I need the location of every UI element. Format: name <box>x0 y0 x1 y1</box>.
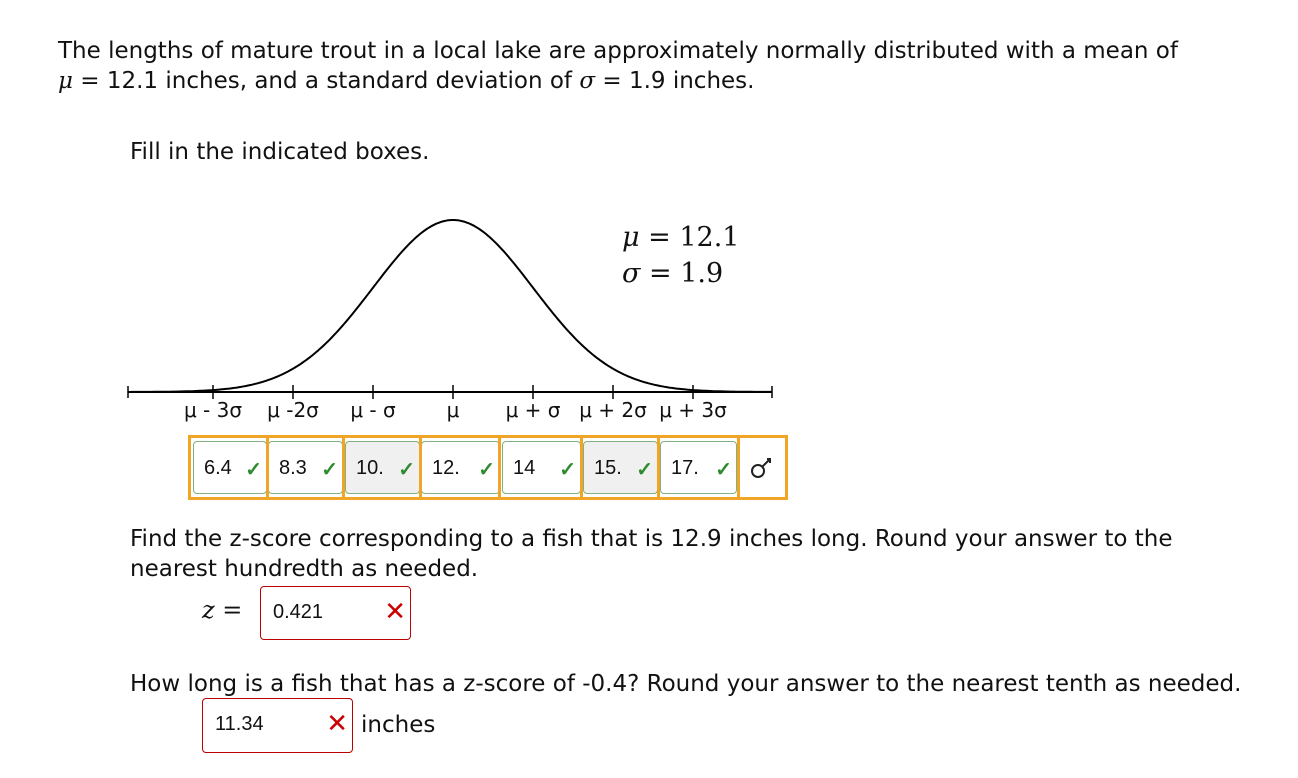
tick-label: μ + 3σ <box>659 398 727 422</box>
tick-label: μ + 2σ <box>579 398 647 422</box>
key-icon-glyph <box>749 455 775 481</box>
question2-text: How long is a fish that has a z-score of -0.4? Round your answer to the nearest tenth as needed. <box>130 671 1242 697</box>
question1-text-line2: nearest hundredth as needed. <box>130 556 479 582</box>
correct-check-icon: ✓ <box>321 459 338 481</box>
tick-label: μ - 3σ <box>183 398 243 422</box>
mu-symbol: μ <box>58 68 73 94</box>
tick-label: μ -2σ <box>267 398 319 422</box>
length-input[interactable] <box>202 698 353 753</box>
answer-box[interactable] <box>660 441 737 494</box>
box-separator <box>419 438 422 497</box>
box-separator <box>657 438 660 497</box>
problem-intro-line1: The lengths of mature trout in a local lake are approximately normally distributed with a mean of <box>58 38 1178 64</box>
answer-box[interactable] <box>583 441 658 494</box>
sigma-parameter-label <box>622 258 723 289</box>
z-score-input[interactable] <box>260 586 411 640</box>
mu-value-text: 12.1 inches, and a standard deviation of <box>106 68 580 94</box>
answer-box-value: 6.4 <box>204 457 232 479</box>
answer-box-value: 17. <box>671 457 699 479</box>
question1-text-line1: Find the z-score corresponding to a fish that is 12.9 inches long. Round your answer to the <box>130 526 1173 552</box>
mu-equals: = <box>72 68 107 94</box>
correct-check-icon: ✓ <box>398 459 415 481</box>
box-separator <box>580 438 583 497</box>
answer-box-value: 15. <box>594 457 622 479</box>
correct-check-icon: ✓ <box>245 459 262 481</box>
answer-box-value: 8.3 <box>279 457 307 479</box>
curve-sigma-value: = 1.9 <box>640 258 724 289</box>
answer-box[interactable] <box>268 441 343 494</box>
box-separator <box>737 438 740 497</box>
mu-parameter-label <box>622 222 739 253</box>
incorrect-x-icon: ✕ <box>326 709 348 739</box>
answer-box[interactable] <box>502 441 581 494</box>
inches-unit-label: inches <box>361 712 436 738</box>
correct-check-icon: ✓ <box>478 459 495 481</box>
answer-box[interactable] <box>345 441 420 494</box>
correct-check-icon: ✓ <box>715 459 732 481</box>
correct-check-icon: ✓ <box>636 459 653 481</box>
length-value: 11.34 <box>215 713 264 735</box>
sigma-equals: = <box>595 68 629 94</box>
box-separator <box>266 438 269 497</box>
incorrect-x-icon: ✕ <box>384 597 406 627</box>
answer-box[interactable] <box>421 441 500 494</box>
curve-sigma-symbol: σ <box>622 258 641 289</box>
box-separator <box>498 438 501 497</box>
correct-check-icon: ✓ <box>559 459 576 481</box>
tick-label: μ + σ <box>505 398 561 422</box>
curve-mu-value: = 12.1 <box>639 222 740 253</box>
sigma-symbol: σ <box>579 68 596 94</box>
z-score-value: 0.421 <box>273 601 324 623</box>
sigma-value-text: 1.9 inches. <box>628 68 755 94</box>
fill-instruction: Fill in the indicated boxes. <box>130 139 430 165</box>
answer-box[interactable] <box>193 441 267 494</box>
z-label: z = <box>202 596 243 624</box>
tick-label: μ - σ <box>350 398 396 422</box>
answer-box-value: 14 <box>513 457 536 479</box>
answer-box-value: 12. <box>432 457 460 479</box>
curve-mu-symbol: μ <box>622 222 640 253</box>
key-icon[interactable] <box>741 441 783 494</box>
answer-box-value: 10. <box>356 457 384 479</box>
box-separator <box>342 438 345 497</box>
tick-label: μ <box>446 398 460 422</box>
